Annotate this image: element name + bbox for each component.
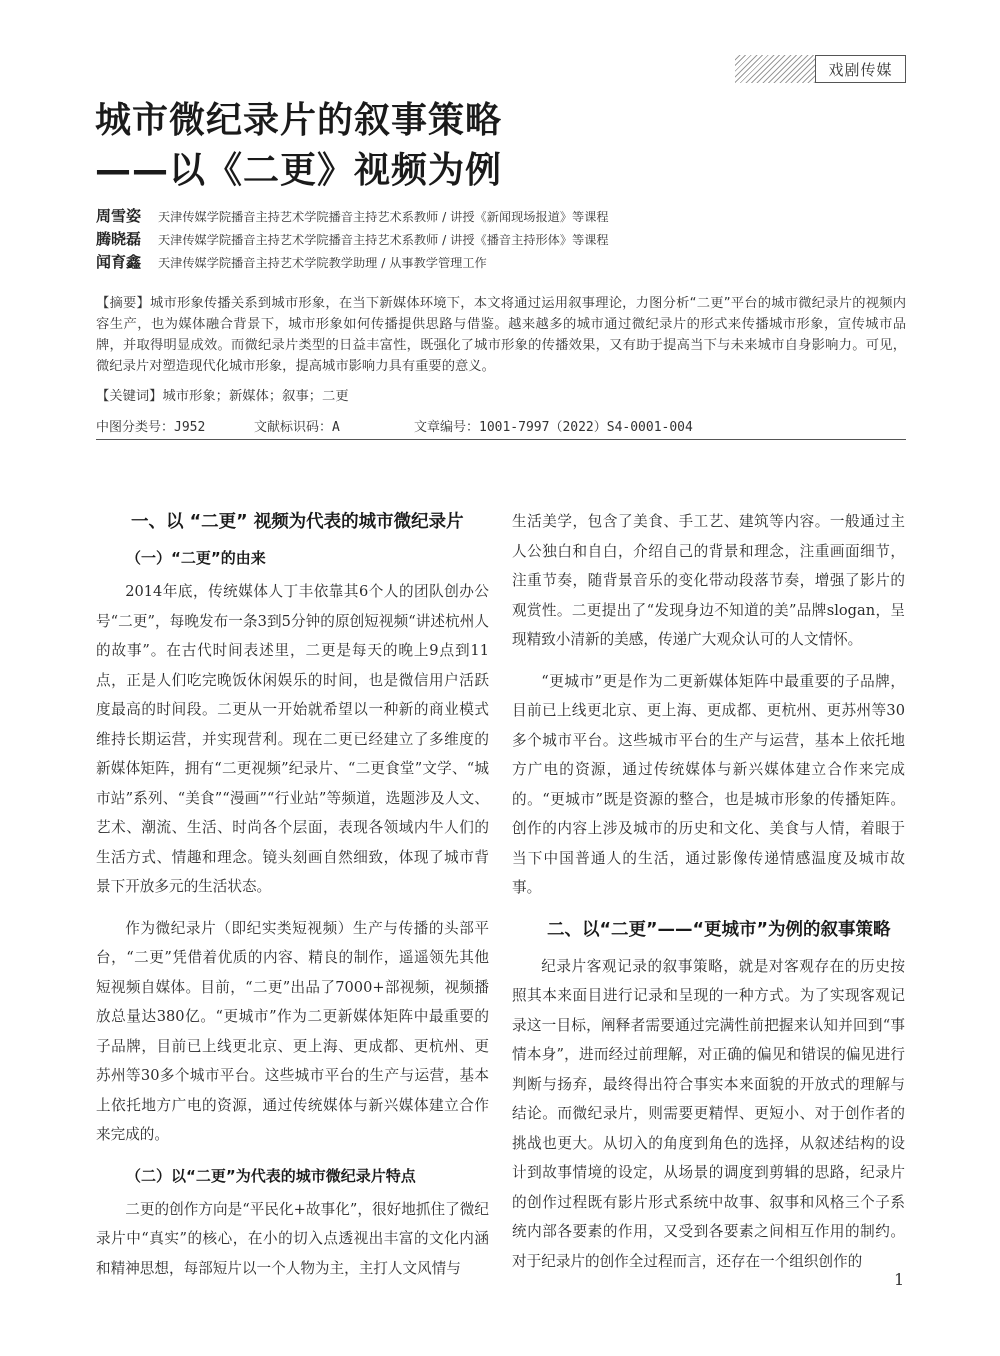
- body-paragraph: 作为微纪录片（即纪实类短视频）生产与传播的头部平台，“二更”凭借着优质的内容、精良的制作，遥遥领先其他短视频自媒体。目前，“二更”出品了7000+部视频，视频播放总量达380亿。“更城市”作为二更新媒体矩阵中最重要的子品牌，目前已上线更北京、更上海、更成都、更杭州、更苏州等30多个城市平台。这些城市平台的生产与运营，基本上依托地方广电的资源，通过传统媒体与新兴媒体建立合作来完成的。: [96, 919, 489, 1143]
- subsection-heading: （一）“二更”的由来: [126, 549, 266, 567]
- section-tag: 戏剧传媒: [815, 55, 906, 83]
- author-list: [96, 205, 609, 274]
- title-line-2: ——以《二更》视频为例: [95, 150, 503, 191]
- section-heading: 一、以 “二更” 视频为代表的城市微纪录片: [131, 512, 464, 532]
- header-divider: [96, 439, 906, 440]
- author-row: [96, 228, 609, 251]
- right-column: [512, 507, 905, 1288]
- title-line-1: 城市微纪录片的叙事策略: [95, 100, 503, 141]
- author-name: 腾晓磊: [96, 230, 142, 248]
- author-row: [96, 251, 609, 274]
- header-hatch-decoration: [735, 55, 815, 83]
- page-number: 1: [894, 1270, 905, 1289]
- author-row: [96, 205, 609, 228]
- article-number: 文章编号：1001-7997（2022）S4-0001-004: [414, 420, 693, 435]
- abstract: 【摘要】城市形象传播关系到城市形象，在当下新媒体环境下，本文将通过运用叙事理论，力图分析“二更”平台的城市微纪录片的视频内容生产，也为媒体融合背景下，城市形象如何传播提供思路与借鉴。越来越多的城市通过微纪录片的形式来传播城市形象，宣传城市品牌，并取得明显成效。而微纪录片类型的日益丰富性，既强化了城市形象的传播效果，又有助于提高当下与未来城市自身影响力。可见，微纪录片对塑造现代化城市形象，提高城市影响力具有重要的意义。: [96, 296, 906, 374]
- body-paragraph: “更城市”更是作为二更新媒体矩阵中最重要的子品牌，目前已上线更北京、更上海、更成都、更杭州、更苏州等30多个城市平台。这些城市平台的生产与运营，基本上依托地方广电的资源，通过传统媒体与新兴媒体建立合作来完成的。“更城市”既是资源的整合，也是城市形象的传播矩阵。创作的内容上涉及城市的历史和文化、美食与人情，着眼于当下中国普通人的生活，通过影像传递情感温度及城市故事。: [512, 672, 905, 896]
- body-paragraph: 纪录片客观记录的叙事策略，就是对客观存在的历史按照其本来面目进行记录和呈现的一种方式。为了实现客观记录这一目标，阐释者需要通过完满性前把握来认知并回到“事情本身”，进而经过前理解，对正确的偏见和错误的偏见进行判断与扬弃，最终得出符合事实本来面貌的开放式的理解与结论。而微纪录片，则需要更精悍、更短小、对于创作者的挑战也更大。从切入的角度到角色的选择，从叙述结构的设计到故事情境的设定，从场景的调度到剪辑的思路，纪录片的创作过程既有影片形式系统中故事、叙事和风格三个子系统内部各要素的作用，又受到各要素之间相互作用的制约。对于纪录片的创作全过程而言，还存在一个组织创作的: [512, 957, 905, 1270]
- document-code: 文献标识码：A: [254, 420, 340, 435]
- keywords: 【关键词】城市形象；新媒体；叙事；二更: [96, 389, 349, 404]
- body-paragraph: 生活美学，包含了美食、手工艺、建筑等内容。一般通过主人公独白和自白，介绍自己的背景和理念，注重画面细节，注重节奏，随背景音乐的变化带动段落节奏，增强了影片的观赏性。二更提出了“发现身边不知道的美”品牌slogan，呈现精致小清新的美感，传递广大观众认可的人文情怀。: [512, 513, 905, 648]
- classification-meta: [96, 416, 693, 435]
- author-affiliation: 天津传媒学院播音主持艺术学院播音主持艺术系教师 / 讲授《播音主持形体》等课程: [158, 233, 609, 247]
- clc-number: 中图分类号：J952: [96, 420, 206, 435]
- author-affiliation: 天津传媒学院播音主持艺术学院播音主持艺术系教师 / 讲授《新闻现场报道》等课程: [158, 210, 609, 224]
- body-paragraph: 二更的创作方向是“平民化+故事化”，很好地抓住了微纪录片中“真实”的核心，在小的切入点透视出丰富的文化内涵和精神思想，每部短片以一个人物为主，主打人文风情与: [96, 1200, 489, 1277]
- author-name: 闻育鑫: [96, 253, 142, 271]
- article-title: [95, 96, 502, 196]
- author-affiliation: 天津传媒学院播音主持艺术学院教学助理 / 从事教学管理工作: [158, 256, 487, 270]
- left-column: [96, 507, 489, 1295]
- subsection-heading: （二）以“二更”为代表的城市微纪录片特点: [126, 1166, 416, 1185]
- section-heading: 二、以“二更”——“更城市”为例的叙事策略: [547, 919, 891, 940]
- body-paragraph: 2014年底，传统媒体人丁丰依靠其6个人的团队创办公号“二更”，每晚发布一条3到5分钟的原创短视频“讲述杭州人的故事”。在古代时间表述里，二更是每天的晚上9点到11点，正是人们吃完晚饭休闲娱乐的时间，也是微信用户活跃度最高的时间段。二更从一开始就希望以一种新的商业模式维持长期运营，并实现营利。现在二更已经建立了多维度的新媒体矩阵，拥有“二更视频”纪录片、“二更食堂”文学、“城市站”系列、“美食”“漫画”“行业站”等频道，选题涉及人文、艺术、潮流、生活、时尚各个层面，表现各领域内牛人们的生活方式、情趣和理念。镜头刻画自然细致，体现了城市背景下开放多元的生活状态。: [96, 583, 489, 895]
- author-name: 周雪姿: [96, 207, 142, 225]
